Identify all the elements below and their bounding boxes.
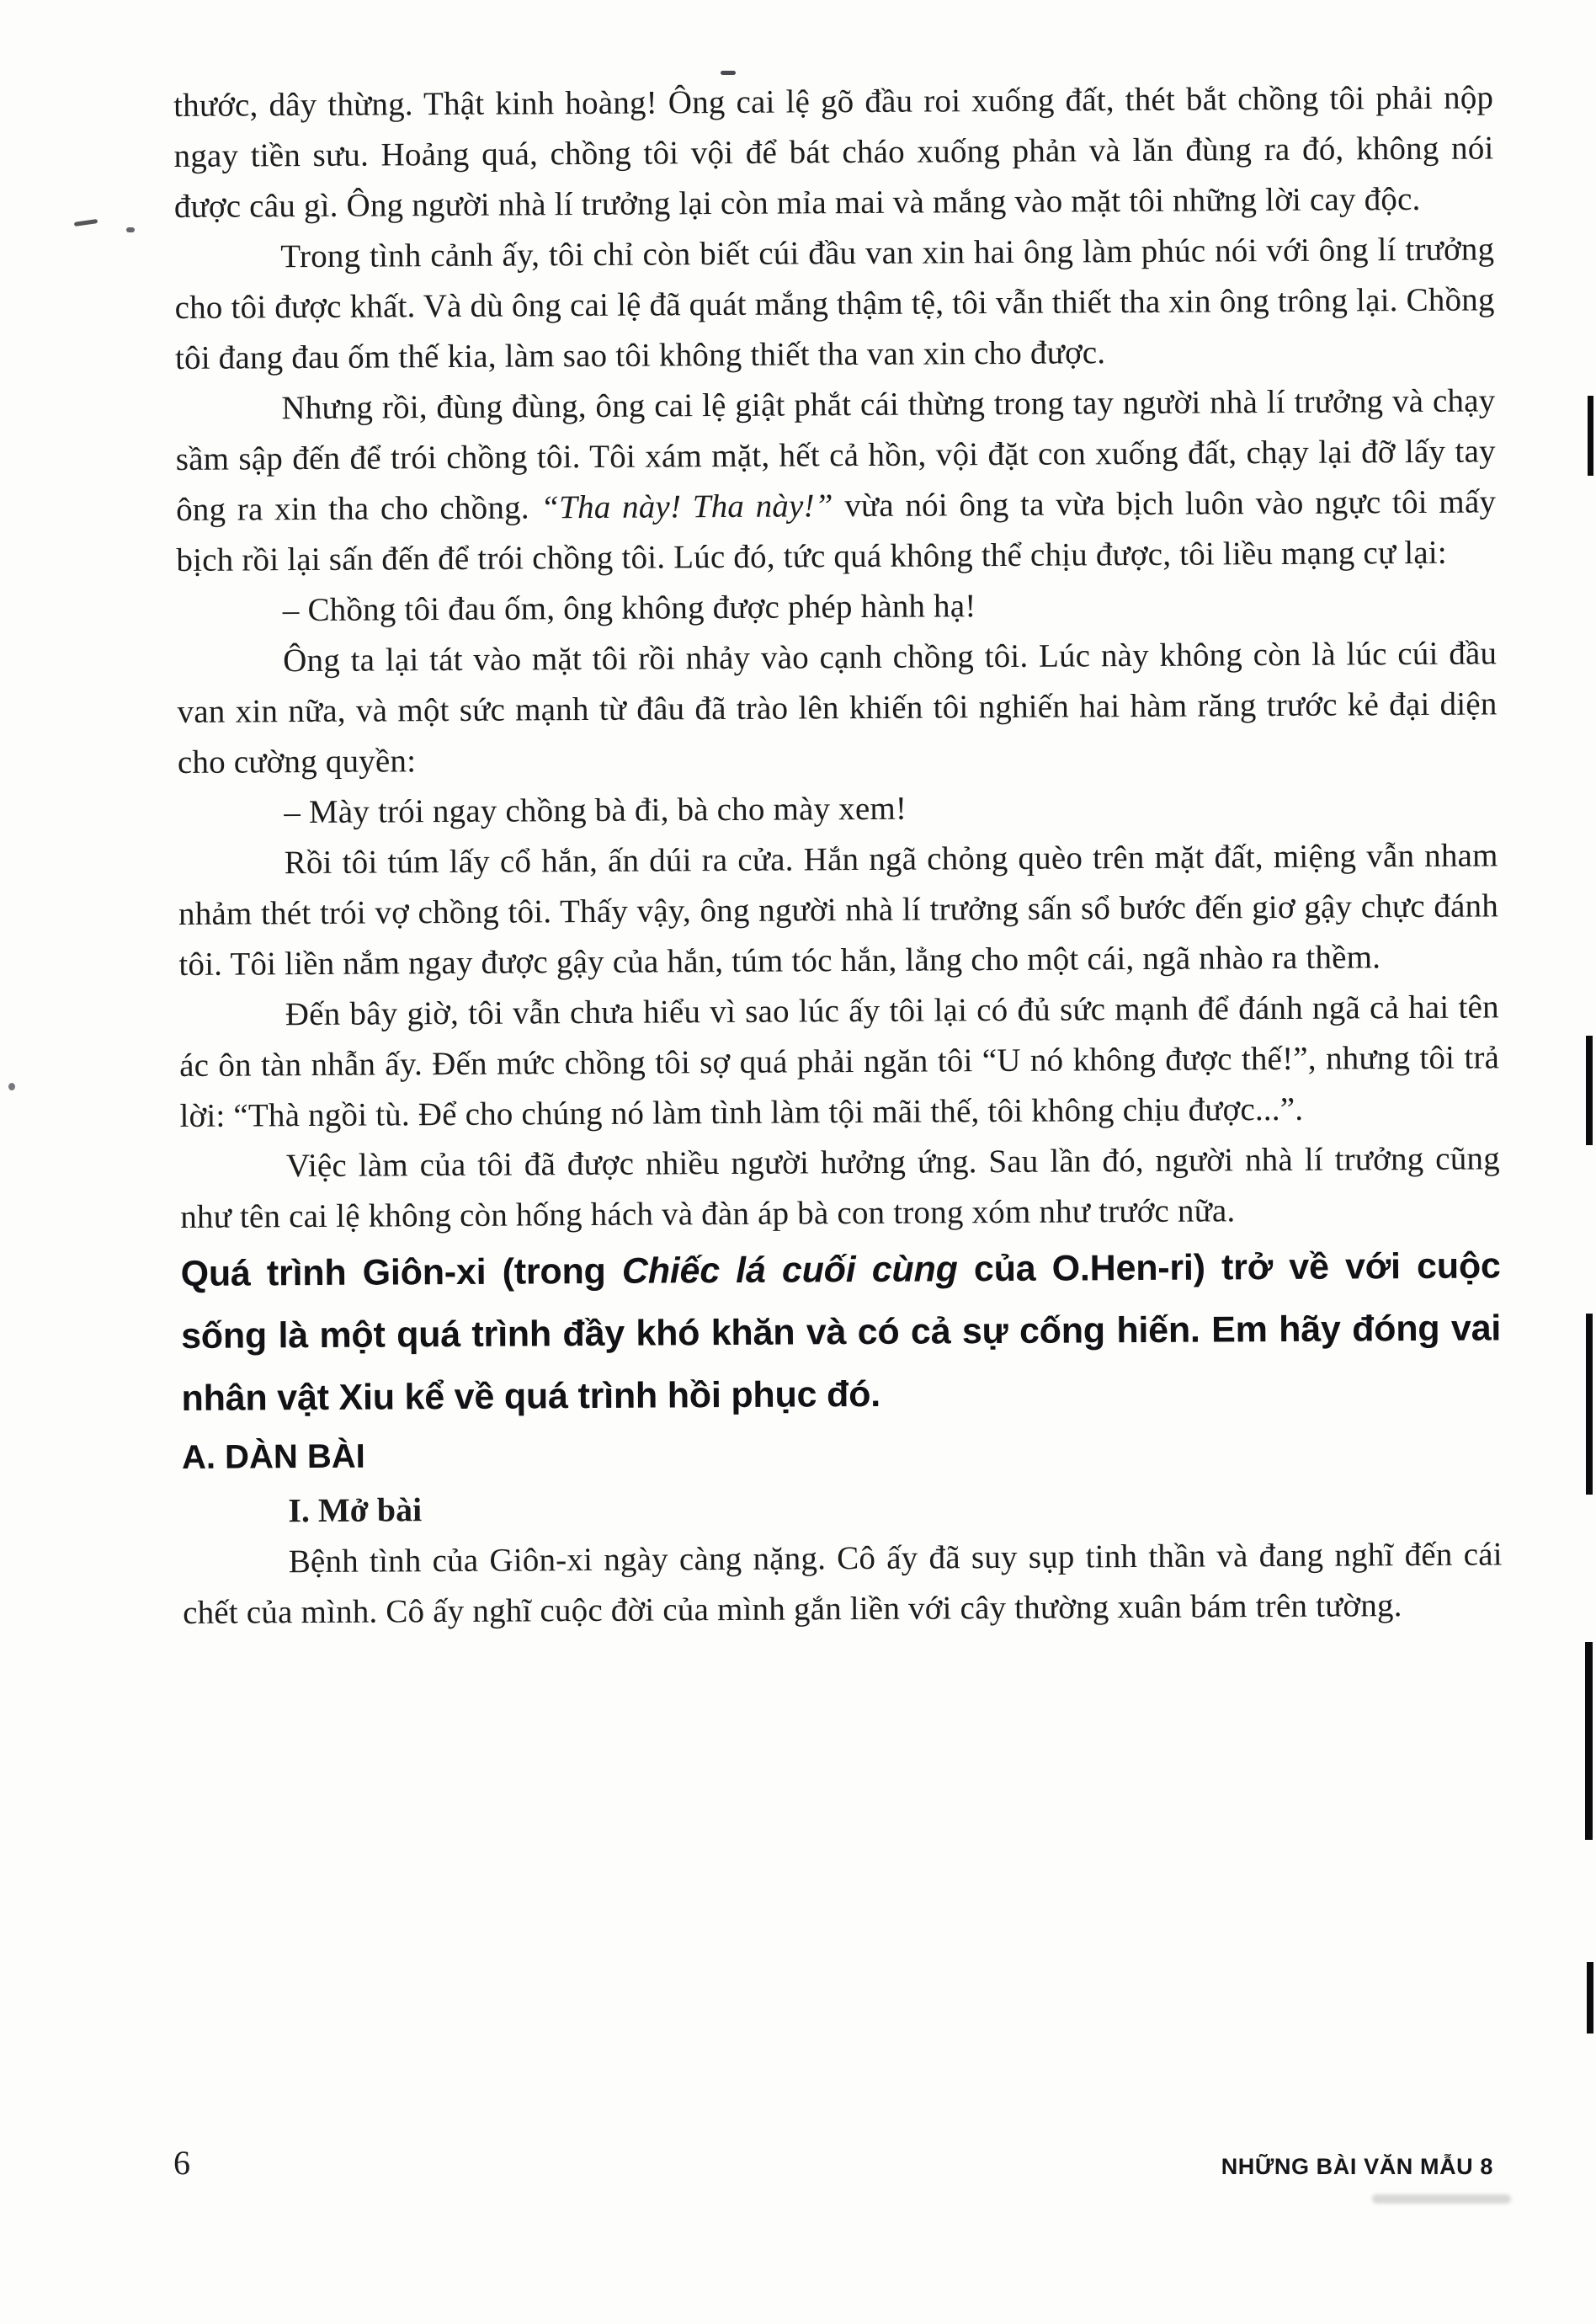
scan-stray-mark bbox=[8, 1083, 15, 1090]
outline-mo-bai-paragraph: Bệnh tình của Giôn-xi ngày càng nặng. Cô ấy đã suy sụp tinh thần và đang nghĩ đến cái chết của mình. Cô ấy nghĩ cuộc đời của mình gắn liền với cây thường xuân bám trên tường. bbox=[182, 1536, 1503, 1631]
book-title-running-footer: NHỮNG BÀI VĂN MẪU 8 bbox=[1221, 2154, 1493, 2179]
scan-edge-mark bbox=[1585, 1642, 1593, 1840]
outline-section-a-heading: A. DÀN BÀI bbox=[181, 1437, 365, 1476]
scan-edge-mark bbox=[1588, 396, 1593, 476]
scan-edge-mark bbox=[1586, 1314, 1593, 1495]
dialogue-line-2: – Mày trói ngay chồng bà đi, bà cho mày xem! bbox=[284, 790, 907, 831]
scan-stray-mark bbox=[74, 219, 98, 227]
prompt-text: của O.Hen-ri) trở về với cuộc sống là một quá trình đầy khó khăn và có cả sự cống hiến. Em hãy đóng vai nhân vật Xiu kể về quá trình hồi phục đó. bbox=[180, 1245, 1502, 1419]
paragraph-text: vừa nói ông ta vừa bịch luôn vào ngực tôi mấy bịch rồi lại sấn đến để trói chồng tôi. Lúc đó, tức quá không thể chịu được, tôi liều mạng cự lại: bbox=[176, 483, 1497, 578]
story-paragraph-2: Trong tình cảnh ấy, tôi chỉ còn biết cúi đầu van xin hai ông làm phúc nói với ông lí trưởng cho tôi được khất. Và dù ông cai lệ đã quát mắng thậm tệ, tôi vẫn thiết tha xin ông trông lại. Chồng tôi đang đau ốm thế kia, làm sao tôi không thiết tha van xin cho được. bbox=[174, 231, 1495, 376]
story-paragraph-9: Việc làm của tôi đã được nhiều người hưởng ứng. Sau lần đó, người nhà lí trưởng cũng như tên cai lệ không còn hống hách và đàn áp bà con trong xóm như trước nữa. bbox=[180, 1140, 1500, 1235]
prompt-text: Quá trình Giôn-xi (trong bbox=[180, 1250, 623, 1294]
prompt-book-title: Chiếc lá cuối cùng bbox=[621, 1249, 958, 1292]
scan-stray-mark bbox=[126, 227, 135, 232]
scan-edge-mark bbox=[1587, 1962, 1593, 2034]
scan-edge-mark bbox=[1586, 1036, 1593, 1145]
dialogue-line-1: – Chồng tôi đau ốm, ông không được phép hành hạ! bbox=[282, 588, 976, 629]
scan-smudge bbox=[1372, 2194, 1511, 2204]
story-paragraph-7: Rồi tôi túm lấy cổ hắn, ấn dúi ra cửa. Hắn ngã chỏng quèo trên mặt đất, miệng vẫn nham nhảm thét trói vợ chồng tôi. Thấy vậy, ông người nhà lí trưởng sấn sổ bước đến giơ gậy chực đánh tôi. Tôi liền nắm ngay được gậy của hắn, túm tóc hắn, lẳng cho một cái, ngã nhào ra thềm. bbox=[178, 837, 1499, 983]
essay-prompt bbox=[180, 1234, 1501, 1430]
outline-section-i-heading: I. Mở bài bbox=[288, 1490, 423, 1530]
story-paragraph-1: thước, dây thừng. Thật kinh hoàng! Ông cai lệ gõ đầu roi xuống đất, thét bắt chồng tôi phải nộp ngay tiền sưu. Hoảng quá, chồng tôi vội để bát cháo xuống phản và lăn đùng ra đó, không nói được câu gì. Ông người nhà lí trưởng lại còn mỉa mai và mắng vào mặt tôi những lời cay độc. bbox=[173, 79, 1494, 225]
page-content bbox=[173, 72, 1503, 1639]
story-paragraph-3 bbox=[175, 376, 1496, 586]
page-footer bbox=[173, 2143, 1493, 2183]
page-number: 6 bbox=[173, 2144, 190, 2182]
scan-stray-mark bbox=[721, 71, 736, 75]
paragraph-text: Nhưng rồi, đùng đùng, ông cai lệ giật phắt cái thừng trong tay người nhà lí trưởng và chạy sầm sập đến để trói chồng tôi. Tôi xám mặt, hết cả hồn, vội đặt con xuống đất, chạy lại đỡ lấy tay ông ra xin tha cho chồng. bbox=[175, 382, 1496, 528]
story-paragraph-5: Ông ta lại tát vào mặt tôi rồi nhảy vào cạnh chồng tôi. Lúc này không còn là lúc cúi đầu van xin nữa, và một sức mạnh từ đâu đã trào lên khiến tôi nghiến hai hàm răng trước kẻ đại diện cho cường quyền: bbox=[177, 635, 1498, 781]
quoted-speech-italic: “Tha này! Tha này!” bbox=[540, 488, 833, 526]
story-paragraph-8: Đến bây giờ, tôi vẫn chưa hiểu vì sao lúc ấy tôi lại có đủ sức mạnh để đánh ngã cả hai tên ác ôn tàn nhẫn ấy. Đến mức chồng tôi sợ quá phải ngăn tôi “U nó không được thế!”, nhưng tôi trả lời: “Thà ngồi tù. Để cho chúng nó làm tình làm tội mãi thế, tôi không chịu được...”. bbox=[179, 989, 1500, 1134]
